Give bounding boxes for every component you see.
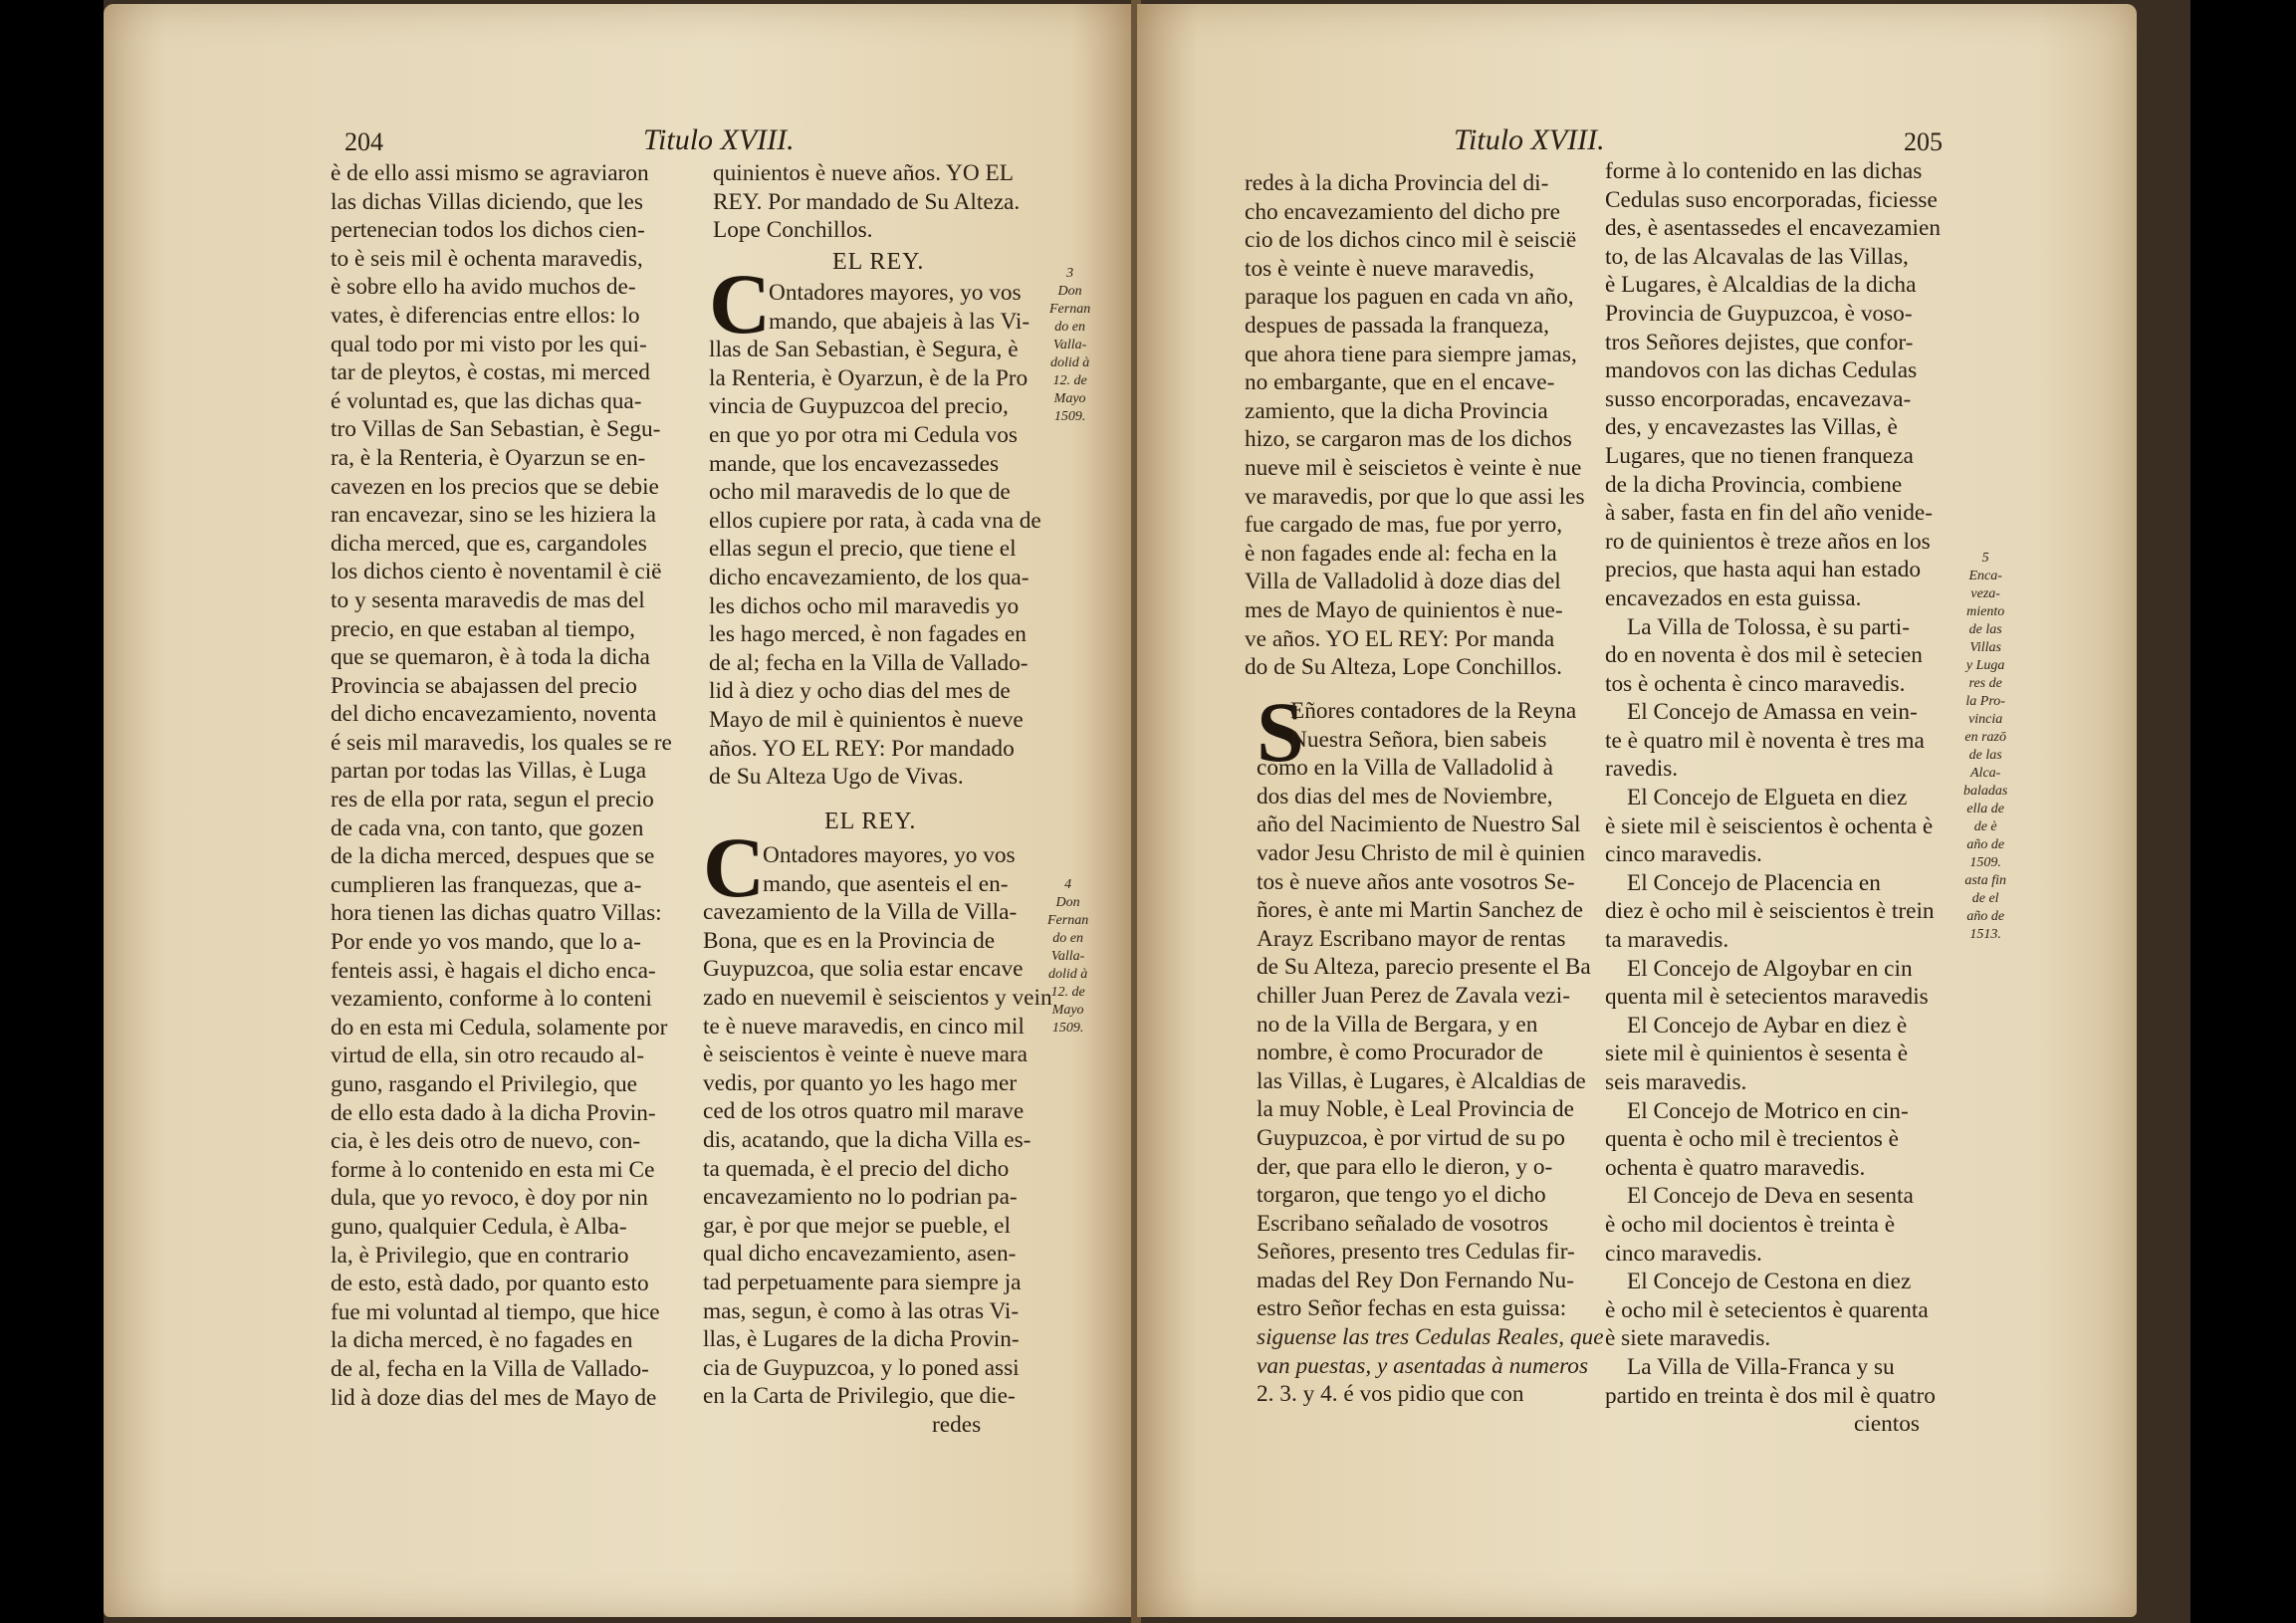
text-line: de la dicha merced, despues que se bbox=[331, 843, 655, 870]
text-line: cia, è les deis otro de nuevo, con- bbox=[331, 1128, 641, 1155]
text-line: madas del Rey Don Fernando Nu- bbox=[1257, 1267, 1574, 1293]
text-line: ro de quinientos è treze años en los bbox=[1605, 528, 1931, 555]
text-line: dis, acatando, que la dicha Villa es- bbox=[703, 1126, 1032, 1153]
text-line: ravedis. bbox=[1605, 756, 1679, 783]
text-line: do en noventa è dos mil è setecien bbox=[1605, 642, 1923, 669]
text-line: Ontadores mayores, yo vos bbox=[763, 842, 1016, 868]
text-line: è siete mil è seiscientos è ochenta è bbox=[1605, 812, 1934, 839]
text-line: des, è asentassedes el encavezamien bbox=[1605, 215, 1941, 242]
text-line: ñores, è ante mi Martin Sanchez de bbox=[1257, 897, 1583, 924]
text-line: do de Su Alteza, Lope Conchillos. bbox=[1245, 654, 1562, 681]
text-line: é voluntad es, que las dichas qua- bbox=[331, 387, 642, 414]
text-line: cientos bbox=[1854, 1411, 1920, 1438]
margin-line: año de bbox=[1966, 909, 2005, 924]
text-line: ochenta è quatro maravedis. bbox=[1605, 1154, 1866, 1181]
text-line: llas de San Sebastian, è Segura, è bbox=[709, 337, 1019, 363]
text-line: quenta mil è setecientos maravedis bbox=[1605, 984, 1929, 1011]
text-line: tos è nueve años ante vosotros Se- bbox=[1257, 868, 1575, 895]
margin-line: Valla- bbox=[1052, 338, 1087, 352]
text-line: El Concejo de Amassa en vein- bbox=[1627, 699, 1918, 726]
margin-line: asta fin bbox=[1964, 873, 2006, 888]
text-line: dos dias del mes de Noviembre, bbox=[1257, 783, 1553, 810]
text-line: lid à diez y ocho dias del mes de bbox=[709, 678, 1011, 705]
margin-line: año de bbox=[1966, 837, 2005, 852]
margin-line: de las bbox=[1968, 622, 2002, 637]
text-line: Lope Conchillos. bbox=[713, 217, 873, 244]
text-line: guno, qualquier Cedula, è Alba- bbox=[331, 1213, 627, 1240]
text-line: cinco maravedis. bbox=[1605, 1240, 1762, 1267]
text-line: del dicho encavezamiento, noventa bbox=[331, 701, 657, 728]
text-line: é seis mil maravedis, los quales se re bbox=[331, 729, 672, 756]
margin-line: de è bbox=[1973, 819, 1997, 834]
text-line: la, è Privilegio, que en contrario bbox=[331, 1242, 629, 1269]
margin-line: 3 bbox=[1066, 266, 1074, 281]
text-line: despues de passada la franqueza, bbox=[1245, 312, 1549, 339]
dropcap-s: S bbox=[1257, 684, 1304, 780]
text-line: è seiscientos è veinte è nueve mara bbox=[703, 1042, 1029, 1068]
text-line: è Lugares, è Alcaldias de la dicha bbox=[1605, 272, 1917, 299]
text-line: El Concejo de Deva en sesenta bbox=[1627, 1183, 1914, 1210]
text-line: de esto, està dado, por quanto esto bbox=[331, 1271, 649, 1297]
margin-line: Valla- bbox=[1050, 949, 1085, 964]
margin-line: Don bbox=[1055, 895, 1080, 910]
text-line: 2. 3. y 4. é vos pidio que con bbox=[1257, 1381, 1524, 1408]
text-line: siguense las tres Cedulas Reales, que bbox=[1257, 1324, 1604, 1351]
dropcap-c-1: C bbox=[709, 256, 772, 351]
text-line: no de la Villa de Bergara, y en bbox=[1257, 1011, 1538, 1038]
text-line: la Renteria, è Oyarzun, è de la Pro bbox=[709, 364, 1029, 391]
text-line: fenteis assi, è hagais el dicho enca- bbox=[331, 957, 656, 984]
margin-line: Mayo bbox=[1051, 1003, 1084, 1018]
text-line: lid à doze dias del mes de Mayo de bbox=[331, 1384, 657, 1411]
text-line: que ahora tiene para siempre jamas, bbox=[1245, 341, 1577, 367]
text-line: virtud de ella, sin otro recaudo al- bbox=[331, 1043, 645, 1069]
text-line: è de ello assi mismo se agraviaron bbox=[331, 160, 649, 186]
right-column-1-cedula bbox=[1257, 684, 1604, 1409]
margin-line: miento bbox=[1966, 604, 2005, 619]
heading-el-rey-1: EL REY. bbox=[832, 249, 925, 275]
text-line: que se quemaron, è à toda la dicha bbox=[331, 644, 650, 671]
text-line: mandovos con las dichas Cedulas bbox=[1605, 357, 1918, 384]
text-line: en la Carta de Privilegio, que die- bbox=[703, 1383, 1016, 1410]
text-line: zado en nuevemil è seiscientos y vein bbox=[703, 984, 1052, 1011]
margin-line: Alca- bbox=[1970, 766, 2001, 781]
text-line: El Concejo de Aybar en diez è bbox=[1627, 1012, 1908, 1039]
text-line: Lugares, que no tienen franqueza bbox=[1605, 442, 1914, 469]
text-line: te è nueve maravedis, en cinco mil bbox=[703, 1013, 1025, 1040]
text-line: van puestas, y asentadas à numeros bbox=[1257, 1352, 1589, 1379]
text-line: vezamiento, conforme à lo conteni bbox=[331, 986, 652, 1013]
text-line: Escribano señalado de vosotros bbox=[1257, 1210, 1549, 1237]
text-line: nombre, è como Procurador de bbox=[1257, 1040, 1543, 1066]
text-line: dula, que yo revoco, è doy por nin bbox=[331, 1185, 648, 1212]
margin-line: 1509. bbox=[1051, 1021, 1084, 1036]
text-line: do en esta mi Cedula, solamente por bbox=[331, 1014, 668, 1041]
margin-line: 4 bbox=[1064, 877, 1072, 892]
text-line: dicha merced, que es, cargandoles bbox=[331, 530, 647, 557]
margin-line: Fernan bbox=[1047, 913, 1089, 928]
text-line: La Villa de Villa-Franca y su bbox=[1627, 1353, 1895, 1380]
text-line: tros Señores dejistes, que confor- bbox=[1605, 329, 1914, 355]
margin-line: 12. de bbox=[1052, 373, 1087, 388]
text-line: tar de pleytos, è costas, mi merced bbox=[331, 359, 650, 386]
dropcap-c-2: C bbox=[703, 819, 766, 915]
text-line: vador Jesu Christo de mil è quinien bbox=[1257, 839, 1585, 866]
margin-line: veza- bbox=[1970, 586, 2000, 601]
text-line: te è quatro mil è noventa è tres ma bbox=[1605, 727, 1925, 754]
text-line: chiller Juan Perez de Zavala vezi- bbox=[1257, 982, 1570, 1009]
text-line: pertenecian todos los dichos cien- bbox=[331, 217, 645, 244]
margin-line: baladas bbox=[1963, 784, 2008, 799]
text-line: ra, è la Renteria, è Oyarzun se en- bbox=[331, 444, 646, 471]
text-line: fue mi voluntad al tiempo, que hice bbox=[331, 1298, 660, 1325]
text-line: año del Nacimiento de Nuestro Sal bbox=[1257, 812, 1581, 838]
text-line: años. YO EL REY: Por mandado bbox=[709, 735, 1015, 762]
text-line: ve años. YO EL REY: Por manda bbox=[1245, 625, 1555, 652]
text-line: mando, que asenteis el en- bbox=[763, 870, 1009, 897]
text-line: è siete maravedis. bbox=[1605, 1325, 1771, 1352]
text-line: ta maravedis. bbox=[1605, 927, 1729, 954]
text-line: Provincia se abajassen del precio bbox=[331, 672, 637, 699]
text-line: ellos cupiere por rata, à cada vna de bbox=[709, 507, 1041, 534]
margin-line: y Luga bbox=[1965, 658, 2005, 673]
text-line: precios, que hasta aqui han estado bbox=[1605, 557, 1921, 583]
text-line: forme à lo contenido en esta mi Ce bbox=[331, 1156, 655, 1183]
text-line: tro Villas de San Sebastian, è Segu- bbox=[331, 416, 661, 443]
cedula-3-text bbox=[709, 279, 1041, 792]
text-line: qual dicho encavezamiento, asen- bbox=[703, 1241, 1017, 1268]
text-line: redes bbox=[932, 1411, 982, 1438]
text-line: cia de Guypuzcoa, y lo poned assi bbox=[703, 1354, 1020, 1381]
margin-note-3 bbox=[1049, 265, 1090, 426]
margin-line: 1509. bbox=[1053, 409, 1086, 424]
text-line: les hago merced, è non fagades en bbox=[709, 621, 1027, 648]
left-column-2-top bbox=[713, 159, 1020, 245]
text-line: encavezados en esta guissa. bbox=[1605, 584, 1862, 611]
text-line: to, de las Alcavalas de las Villas, bbox=[1605, 243, 1909, 270]
text-line: fue cargado de mas, fue por yerro, bbox=[1245, 512, 1563, 539]
text-line: Cedulas suso encorporadas, ficiesse bbox=[1605, 186, 1938, 213]
text-line: cinco maravedis. bbox=[1605, 841, 1762, 868]
text-line: El Concejo de Placencia en bbox=[1627, 869, 1881, 896]
text-line: la muy Noble, è Leal Provincia de bbox=[1257, 1096, 1574, 1123]
text-line: mas, segun, è como à las otras Vi- bbox=[703, 1297, 1020, 1324]
text-line: como en la Villa de Valladolid à bbox=[1257, 755, 1553, 782]
right-folio: 205 bbox=[1904, 127, 1943, 156]
text-line: è ocho mil docientos è treinta è bbox=[1605, 1211, 1896, 1238]
text-line: Mayo de mil è quinientos è nueve bbox=[709, 706, 1024, 733]
margin-line: Don bbox=[1057, 284, 1082, 299]
margin-line: de el bbox=[1971, 891, 1999, 906]
text-line: vincia de Guypuzcoa del precio, bbox=[709, 393, 1009, 420]
text-line: Señores, presento tres Cedulas fir- bbox=[1257, 1239, 1575, 1266]
text-line: cavezen en los precios que se debie bbox=[331, 473, 659, 500]
text-line: seis maravedis. bbox=[1605, 1069, 1747, 1095]
text-line: to y sesenta maravedis de mas del bbox=[331, 586, 645, 613]
text-line: paraque los paguen en cada vn año, bbox=[1245, 284, 1574, 311]
text-line: mande, que los encavezassedes bbox=[709, 450, 1000, 477]
text-line: cho encavezamiento del dicho pre bbox=[1245, 198, 1560, 225]
text-line: REY. Por mandado de Su Alteza. bbox=[713, 188, 1021, 215]
text-line: de ello esta dado à la dicha Provin- bbox=[331, 1099, 656, 1126]
text-line: El Concejo de Cestona en diez bbox=[1627, 1269, 1912, 1295]
text-line: nueve mil è seiscietos è veinte è nue bbox=[1245, 454, 1582, 481]
text-line: qual todo por mi visto por les qui- bbox=[331, 331, 647, 357]
text-line: cumplieren las franquezas, que a- bbox=[331, 871, 642, 898]
text-line: à saber, fasta en fin del año venide- bbox=[1605, 500, 1933, 527]
margin-note-5 bbox=[1963, 550, 2007, 944]
margin-line: vincia bbox=[1968, 712, 2003, 727]
text-line: El Concejo de Motrico en cin- bbox=[1627, 1097, 1909, 1124]
text-line: no embargante, que en el encave- bbox=[1245, 369, 1555, 396]
text-line: ran encavezar, sino se les hiziera la bbox=[331, 502, 656, 529]
text-line: de la dicha Provincia, combiene bbox=[1605, 471, 1903, 498]
text-line: Nuestra Señora, bien sabeis bbox=[1290, 726, 1547, 753]
text-line: de Su Alteza, parecio presente el Ba bbox=[1257, 954, 1591, 981]
text-line: tos è veinte è nueve maravedis, bbox=[1245, 255, 1535, 282]
margin-line: Enca- bbox=[1968, 569, 2002, 583]
text-line: Arayz Escribano mayor de rentas bbox=[1257, 925, 1566, 952]
text-line: hizo, se cargaron mas de los dichos bbox=[1245, 426, 1572, 453]
text-line: hora tienen las dichas quatro Villas: bbox=[331, 900, 662, 927]
text-line: El Concejo de Algoybar en cin bbox=[1627, 955, 1913, 982]
text-line: susso encorporadas, encavezava- bbox=[1605, 385, 1912, 412]
text-line: forme à lo contenido en las dichas bbox=[1605, 158, 1923, 184]
margin-line: de las bbox=[1968, 748, 2002, 763]
left-folio: 204 bbox=[344, 127, 383, 156]
margin-line: ella de bbox=[1966, 802, 2005, 816]
text-line: Ontadores mayores, yo vos bbox=[769, 280, 1022, 306]
margin-line: en razō bbox=[1964, 730, 2006, 745]
text-line: partido en treinta è dos mil è quatro bbox=[1605, 1382, 1936, 1409]
text-line: ellas segun el precio, que tiene el bbox=[709, 536, 1017, 563]
text-line: estro Señor fechas en esta guissa: bbox=[1257, 1295, 1567, 1322]
text-line: ta quemada, è el precio del dicho bbox=[703, 1155, 1010, 1182]
margin-line: res de bbox=[1968, 676, 2002, 691]
margin-line: dolid à bbox=[1047, 967, 1088, 982]
text-line: gar, è por que mejor se pueble, el bbox=[703, 1212, 1011, 1239]
text-line: La Villa de Tolossa, è su parti- bbox=[1627, 613, 1911, 640]
text-line: las dichas Villas diciendo, que les bbox=[331, 188, 643, 215]
margin-line: do en bbox=[1052, 931, 1083, 946]
margin-line: 5 bbox=[1981, 551, 1989, 566]
text-line: siete mil è quinientos è sesenta è bbox=[1605, 1041, 1909, 1067]
text-line: Provincia de Guypuzcoa, è voso- bbox=[1605, 300, 1913, 327]
text-line: des, y encavezastes las Villas, è bbox=[1605, 414, 1898, 441]
left-column-1 bbox=[331, 159, 672, 1412]
margin-line: dolid à bbox=[1049, 355, 1090, 370]
text-line: cio de los dichos cinco mil è seiscië bbox=[1245, 227, 1577, 254]
text-line: to è seis mil è ochenta maravedis, bbox=[331, 245, 643, 272]
text-line: diez è ocho mil è seiscientos è trein bbox=[1605, 898, 1935, 925]
text-line: vedis, por quanto yo les hago mer bbox=[703, 1069, 1018, 1096]
margin-line: Villas bbox=[1969, 640, 2001, 655]
text-line: res de ella por rata, segun el precio bbox=[331, 787, 654, 813]
text-line: è non fagades ende al: fecha en la bbox=[1245, 540, 1557, 567]
margin-line: Fernan bbox=[1049, 302, 1091, 317]
text-line: en que yo por otra mi Cedula vos bbox=[709, 421, 1018, 448]
text-line: dicho encavezamiento, de los qua- bbox=[709, 564, 1030, 590]
margin-line: la Pro- bbox=[1965, 694, 2005, 709]
text-line: ced de los otros quatro mil marave bbox=[703, 1098, 1025, 1125]
text-line: las Villas, è Lugares, è Alcaldias de bbox=[1257, 1067, 1586, 1094]
text-line: quenta è ocho mil è trecientos è bbox=[1605, 1126, 1899, 1153]
margin-line: 1509. bbox=[1969, 855, 2001, 870]
left-running-head: Titulo XVIII. bbox=[643, 123, 795, 156]
margin-line: Mayo bbox=[1053, 391, 1086, 406]
text-line: tad perpetuamente para siempre ja bbox=[703, 1269, 1022, 1295]
text-line: Por ende yo vos mando, que lo a- bbox=[331, 929, 641, 956]
text-line: los dichos ciento è noventamil è cië bbox=[331, 559, 662, 585]
margin-line: 12. de bbox=[1050, 985, 1085, 1000]
text-line: guno, rasgando el Privilegio, que bbox=[331, 1071, 637, 1097]
text-line: redes à la dicha Provincia del di- bbox=[1245, 170, 1549, 196]
text-line: ve maravedis, por que lo que assi les bbox=[1245, 483, 1585, 510]
text-line: è ocho mil è setecientos è quarenta bbox=[1605, 1296, 1929, 1323]
margin-line: 1513. bbox=[1969, 927, 2001, 942]
text-line: quinientos è nueve años. YO EL bbox=[713, 160, 1014, 186]
text-line: Villa de Valladolid à doze dias del bbox=[1245, 569, 1561, 595]
text-line: El Concejo de Elgueta en diez bbox=[1627, 785, 1908, 812]
text-line: partan por todas las Villas, è Luga bbox=[331, 758, 647, 785]
right-running-head: Titulo XVIII. bbox=[1454, 123, 1605, 156]
cedula-4-text bbox=[703, 841, 1052, 1439]
text-line: de cada vna, con tanto, que gozen bbox=[331, 814, 644, 841]
text-line: precio, en que estaban al tiempo, bbox=[331, 615, 635, 642]
text-line: Eñores contadores de la Reyna bbox=[1290, 698, 1577, 724]
margin-line: do en bbox=[1054, 320, 1085, 335]
text-line: torgaron, que tengo yo el dicho bbox=[1257, 1182, 1546, 1209]
text-line: tos è ochenta è cinco maravedis. bbox=[1605, 670, 1906, 697]
text-line: mando, que abajeis à las Vi- bbox=[769, 308, 1031, 335]
heading-el-rey-2: EL REY. bbox=[824, 809, 917, 834]
right-column-1 bbox=[1245, 169, 1585, 682]
text-line: la dicha merced, è no fagades en bbox=[331, 1327, 633, 1354]
text-line: mes de Mayo de quinientos è nue- bbox=[1245, 596, 1563, 623]
text-line: de al, fecha en la Villa de Vallado- bbox=[331, 1355, 649, 1382]
margin-note-4 bbox=[1047, 876, 1088, 1038]
text-line: Guypuzcoa, que solia estar encave bbox=[703, 956, 1024, 983]
text-line: encavezamiento no lo podrian pa- bbox=[703, 1184, 1018, 1211]
text-line: Guypuzcoa, è por virtud de su po bbox=[1257, 1124, 1565, 1151]
text-line: cavezamiento de la Villa de Villa- bbox=[703, 899, 1018, 926]
text-line: der, que para ello le dieron, y o- bbox=[1257, 1153, 1553, 1180]
text-line: ocho mil maravedis de lo que de bbox=[709, 479, 1011, 506]
right-column-2 bbox=[1605, 157, 1941, 1439]
text-line: è sobre ello ha avido muchos de- bbox=[331, 274, 636, 301]
text-line: les dichos ocho mil maravedis yo bbox=[709, 592, 1020, 619]
text-line: Bona, que es en la Provincia de bbox=[703, 927, 996, 954]
text-line: de al; fecha en la Villa de Vallado- bbox=[709, 649, 1029, 676]
text-line: vates, è diferencias entre ellos: lo bbox=[331, 302, 640, 329]
text-line: llas, è Lugares de la dicha Provin- bbox=[703, 1326, 1020, 1353]
text-line: de Su Alteza Ugo de Vivas. bbox=[709, 764, 964, 791]
text-line: zamiento, que la dicha Provincia bbox=[1245, 397, 1548, 424]
